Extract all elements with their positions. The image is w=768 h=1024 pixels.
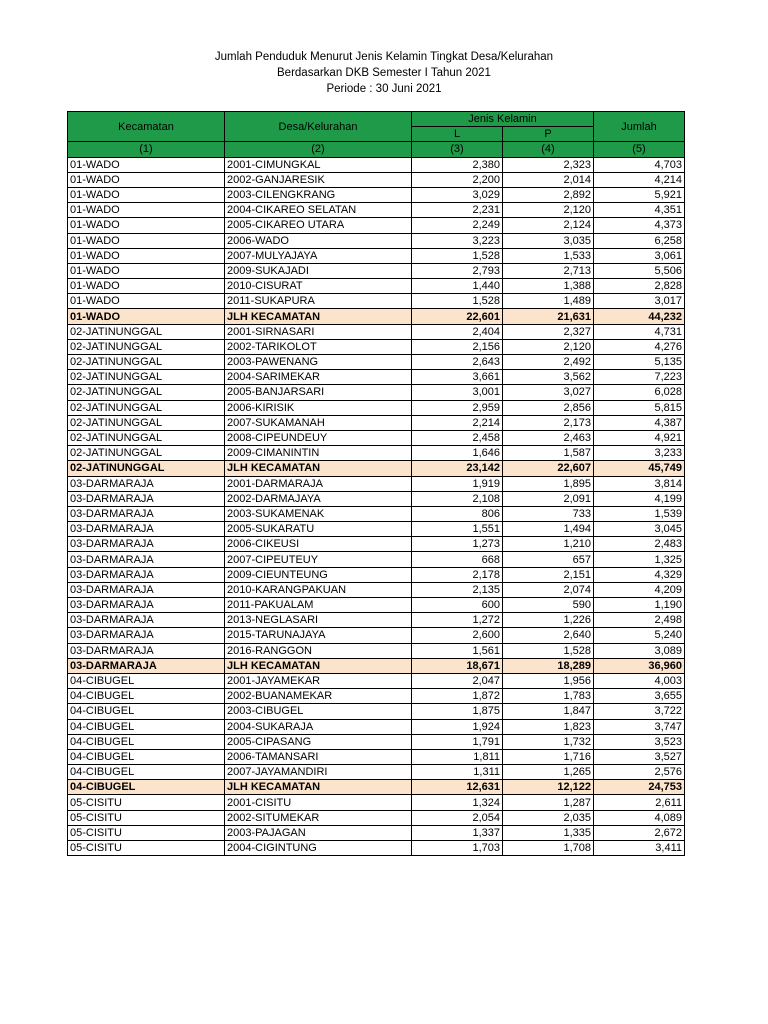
cell-desa-kelurahan: 2004-CIGINTUNG <box>225 841 412 856</box>
cell-laki-laki: 1,919 <box>412 476 503 491</box>
table-row <box>68 491 685 506</box>
cell-desa-kelurahan: 2006-TAMANSARI <box>225 749 412 764</box>
cell-perempuan: 1,732 <box>503 734 594 749</box>
cell-kecamatan: 01-WADO <box>68 218 225 233</box>
cell-jumlah: 24,753 <box>594 780 685 795</box>
cell-kecamatan: 03-DARMARAJA <box>68 506 225 521</box>
cell-laki-laki: 1,703 <box>412 841 503 856</box>
cell-perempuan: 1,388 <box>503 279 594 294</box>
cell-jumlah: 1,539 <box>594 506 685 521</box>
cell-laki-laki: 18,671 <box>412 658 503 673</box>
document-title-block <box>0 49 768 97</box>
subtotal-row <box>68 461 685 476</box>
cell-jumlah: 5,506 <box>594 263 685 278</box>
table-row <box>68 825 685 840</box>
cell-laki-laki: 1,872 <box>412 689 503 704</box>
cell-desa-kelurahan: 2002-BUANAMEKAR <box>225 689 412 704</box>
cell-jumlah: 4,731 <box>594 324 685 339</box>
cell-kecamatan: 01-WADO <box>68 309 225 324</box>
cell-jumlah: 2,611 <box>594 795 685 810</box>
cell-perempuan: 2,074 <box>503 582 594 597</box>
cell-desa-kelurahan: 2004-CIKAREO SELATAN <box>225 203 412 218</box>
subtotal-row <box>68 658 685 673</box>
cell-kecamatan: 03-DARMARAJA <box>68 658 225 673</box>
cell-desa-kelurahan: 2001-SIRNASARI <box>225 324 412 339</box>
cell-kecamatan: 03-DARMARAJA <box>68 628 225 643</box>
cell-laki-laki: 2,404 <box>412 324 503 339</box>
cell-laki-laki: 2,054 <box>412 810 503 825</box>
cell-desa-kelurahan: JLH KECAMATAN <box>225 780 412 795</box>
cell-kecamatan: 02-JATINUNGGAL <box>68 400 225 415</box>
header-jumlah: Jumlah <box>594 112 685 142</box>
cell-desa-kelurahan: 2007-JAYAMANDIRI <box>225 765 412 780</box>
cell-perempuan: 2,014 <box>503 172 594 187</box>
cell-laki-laki: 3,223 <box>412 233 503 248</box>
cell-laki-laki: 668 <box>412 552 503 567</box>
cell-jumlah: 5,815 <box>594 400 685 415</box>
cell-desa-kelurahan: 2008-CIPEUNDEUY <box>225 430 412 445</box>
cell-laki-laki: 1,646 <box>412 446 503 461</box>
cell-kecamatan: 01-WADO <box>68 172 225 187</box>
cell-jumlah: 1,190 <box>594 598 685 613</box>
cell-jumlah: 3,523 <box>594 734 685 749</box>
cell-desa-kelurahan: 2005-SUKARATU <box>225 522 412 537</box>
header-jenis-kelamin: Jenis Kelamin <box>412 112 594 127</box>
cell-desa-kelurahan: 2002-TARIKOLOT <box>225 339 412 354</box>
cell-perempuan: 1,823 <box>503 719 594 734</box>
cell-desa-kelurahan: 2013-NEGLASARI <box>225 613 412 628</box>
cell-jumlah: 4,351 <box>594 203 685 218</box>
cell-jumlah: 2,483 <box>594 537 685 552</box>
cell-kecamatan: 04-CIBUGEL <box>68 673 225 688</box>
cell-laki-laki: 2,959 <box>412 400 503 415</box>
table-row <box>68 704 685 719</box>
cell-desa-kelurahan: 2009-SUKAJADI <box>225 263 412 278</box>
cell-kecamatan: 03-DARMARAJA <box>68 552 225 567</box>
cell-desa-kelurahan: 2004-SARIMEKAR <box>225 370 412 385</box>
cell-laki-laki: 2,108 <box>412 491 503 506</box>
cell-laki-laki: 1,875 <box>412 704 503 719</box>
cell-kecamatan: 02-JATINUNGGAL <box>68 339 225 354</box>
cell-jumlah: 3,814 <box>594 476 685 491</box>
header-l: L <box>412 127 503 142</box>
cell-laki-laki: 2,643 <box>412 355 503 370</box>
cell-kecamatan: 04-CIBUGEL <box>68 704 225 719</box>
cell-kecamatan: 04-CIBUGEL <box>68 689 225 704</box>
cell-desa-kelurahan: 2011-PAKUALAM <box>225 598 412 613</box>
table-row <box>68 370 685 385</box>
cell-jumlah: 4,703 <box>594 157 685 172</box>
cell-kecamatan: 01-WADO <box>68 203 225 218</box>
cell-laki-laki: 1,561 <box>412 643 503 658</box>
cell-jumlah: 6,258 <box>594 233 685 248</box>
cell-desa-kelurahan: 2010-CISURAT <box>225 279 412 294</box>
cell-perempuan: 3,035 <box>503 233 594 248</box>
cell-perempuan: 2,035 <box>503 810 594 825</box>
cell-jumlah: 4,089 <box>594 810 685 825</box>
cell-desa-kelurahan: 2007-MULYAJAYA <box>225 248 412 263</box>
cell-kecamatan: 01-WADO <box>68 263 225 278</box>
cell-laki-laki: 2,047 <box>412 673 503 688</box>
cell-kecamatan: 02-JATINUNGGAL <box>68 355 225 370</box>
cell-perempuan: 1,716 <box>503 749 594 764</box>
cell-kecamatan: 03-DARMARAJA <box>68 598 225 613</box>
cell-desa-kelurahan: 2001-CIMUNGKAL <box>225 157 412 172</box>
cell-kecamatan: 01-WADO <box>68 157 225 172</box>
cell-desa-kelurahan: 2001-DARMARAJA <box>225 476 412 491</box>
cell-kecamatan: 03-DARMARAJA <box>68 567 225 582</box>
table-row <box>68 598 685 613</box>
cell-laki-laki: 1,924 <box>412 719 503 734</box>
cell-desa-kelurahan: 2006-KIRISIK <box>225 400 412 415</box>
header-index-3: (3) <box>412 142 503 157</box>
cell-jumlah: 2,498 <box>594 613 685 628</box>
cell-desa-kelurahan: 2001-JAYAMEKAR <box>225 673 412 688</box>
cell-jumlah: 4,199 <box>594 491 685 506</box>
cell-perempuan: 2,892 <box>503 187 594 202</box>
cell-desa-kelurahan: 2011-SUKAPURA <box>225 294 412 309</box>
cell-laki-laki: 2,249 <box>412 218 503 233</box>
cell-laki-laki: 1,551 <box>412 522 503 537</box>
table-row <box>68 552 685 567</box>
cell-jumlah: 5,135 <box>594 355 685 370</box>
cell-perempuan: 1,587 <box>503 446 594 461</box>
cell-laki-laki: 2,600 <box>412 628 503 643</box>
cell-laki-laki: 1,311 <box>412 765 503 780</box>
table-row <box>68 385 685 400</box>
cell-laki-laki: 2,178 <box>412 567 503 582</box>
cell-perempuan: 1,287 <box>503 795 594 810</box>
cell-kecamatan: 01-WADO <box>68 233 225 248</box>
cell-laki-laki: 1,324 <box>412 795 503 810</box>
cell-perempuan: 657 <box>503 552 594 567</box>
cell-kecamatan: 04-CIBUGEL <box>68 719 225 734</box>
cell-laki-laki: 2,793 <box>412 263 503 278</box>
cell-perempuan: 1,783 <box>503 689 594 704</box>
cell-kecamatan: 05-CISITU <box>68 841 225 856</box>
cell-desa-kelurahan: JLH KECAMATAN <box>225 658 412 673</box>
table-row <box>68 689 685 704</box>
cell-laki-laki: 1,337 <box>412 825 503 840</box>
table-row <box>68 765 685 780</box>
cell-desa-kelurahan: 2003-PAWENANG <box>225 355 412 370</box>
cell-jumlah: 4,003 <box>594 673 685 688</box>
cell-desa-kelurahan: JLH KECAMATAN <box>225 309 412 324</box>
cell-desa-kelurahan: 2009-CIMANINTIN <box>225 446 412 461</box>
header-desa-kelurahan: Desa/Kelurahan <box>225 112 412 142</box>
cell-perempuan: 2,463 <box>503 430 594 445</box>
cell-kecamatan: 05-CISITU <box>68 810 225 825</box>
cell-kecamatan: 02-JATINUNGGAL <box>68 324 225 339</box>
cell-jumlah: 2,576 <box>594 765 685 780</box>
cell-jumlah: 4,373 <box>594 218 685 233</box>
cell-kecamatan: 03-DARMARAJA <box>68 491 225 506</box>
cell-perempuan: 1,265 <box>503 765 594 780</box>
cell-jumlah: 3,747 <box>594 719 685 734</box>
cell-perempuan: 1,494 <box>503 522 594 537</box>
cell-jumlah: 2,828 <box>594 279 685 294</box>
cell-desa-kelurahan: 2003-PAJAGAN <box>225 825 412 840</box>
cell-laki-laki: 2,458 <box>412 430 503 445</box>
table-row <box>68 749 685 764</box>
table-row <box>68 628 685 643</box>
cell-jumlah: 7,223 <box>594 370 685 385</box>
cell-laki-laki: 3,001 <box>412 385 503 400</box>
table-row <box>68 810 685 825</box>
cell-jumlah: 6,028 <box>594 385 685 400</box>
cell-jumlah: 3,017 <box>594 294 685 309</box>
table-row <box>68 795 685 810</box>
table-row <box>68 537 685 552</box>
cell-kecamatan: 02-JATINUNGGAL <box>68 430 225 445</box>
cell-perempuan: 22,607 <box>503 461 594 476</box>
cell-laki-laki: 22,601 <box>412 309 503 324</box>
cell-perempuan: 1,895 <box>503 476 594 491</box>
cell-desa-kelurahan: 2015-TARUNAJAYA <box>225 628 412 643</box>
cell-desa-kelurahan: 2005-BANJARSARI <box>225 385 412 400</box>
header-kecamatan: Kecamatan <box>68 112 225 142</box>
cell-kecamatan: 03-DARMARAJA <box>68 476 225 491</box>
cell-desa-kelurahan: 2003-CIBUGEL <box>225 704 412 719</box>
cell-perempuan: 2,120 <box>503 203 594 218</box>
header-index-2: (2) <box>225 142 412 157</box>
cell-desa-kelurahan: 2002-GANJARESIK <box>225 172 412 187</box>
cell-jumlah: 1,325 <box>594 552 685 567</box>
table-row <box>68 339 685 354</box>
cell-desa-kelurahan: 2005-CIPASANG <box>225 734 412 749</box>
cell-jumlah: 3,655 <box>594 689 685 704</box>
cell-desa-kelurahan: 2010-KARANGPAKUAN <box>225 582 412 597</box>
cell-laki-laki: 23,142 <box>412 461 503 476</box>
cell-kecamatan: 01-WADO <box>68 294 225 309</box>
cell-laki-laki: 2,231 <box>412 203 503 218</box>
header-p: P <box>503 127 594 142</box>
cell-kecamatan: 05-CISITU <box>68 795 225 810</box>
cell-kecamatan: 04-CIBUGEL <box>68 765 225 780</box>
table-row <box>68 218 685 233</box>
cell-jumlah: 4,329 <box>594 567 685 582</box>
cell-perempuan: 2,091 <box>503 491 594 506</box>
cell-kecamatan: 02-JATINUNGGAL <box>68 461 225 476</box>
cell-perempuan: 1,708 <box>503 841 594 856</box>
table-row <box>68 522 685 537</box>
cell-perempuan: 2,323 <box>503 157 594 172</box>
cell-desa-kelurahan: 2007-CIPEUTEUY <box>225 552 412 567</box>
cell-laki-laki: 12,631 <box>412 780 503 795</box>
cell-perempuan: 1,956 <box>503 673 594 688</box>
cell-laki-laki: 2,380 <box>412 157 503 172</box>
cell-perempuan: 1,533 <box>503 248 594 263</box>
cell-desa-kelurahan: 2006-WADO <box>225 233 412 248</box>
population-table <box>67 111 685 856</box>
table-row <box>68 582 685 597</box>
table-row <box>68 233 685 248</box>
cell-laki-laki: 3,029 <box>412 187 503 202</box>
cell-perempuan: 1,489 <box>503 294 594 309</box>
cell-kecamatan: 02-JATINUNGGAL <box>68 446 225 461</box>
table-row <box>68 248 685 263</box>
cell-jumlah: 4,214 <box>594 172 685 187</box>
cell-jumlah: 4,387 <box>594 415 685 430</box>
header-index-5: (5) <box>594 142 685 157</box>
cell-perempuan: 1,335 <box>503 825 594 840</box>
cell-kecamatan: 03-DARMARAJA <box>68 643 225 658</box>
cell-perempuan: 21,631 <box>503 309 594 324</box>
table-row <box>68 643 685 658</box>
cell-desa-kelurahan: 2003-SUKAMENAK <box>225 506 412 521</box>
cell-perempuan: 2,640 <box>503 628 594 643</box>
table-header <box>68 112 685 158</box>
cell-desa-kelurahan: 2004-SUKARAJA <box>225 719 412 734</box>
subtotal-row <box>68 309 685 324</box>
cell-laki-laki: 2,214 <box>412 415 503 430</box>
cell-jumlah: 3,061 <box>594 248 685 263</box>
table-row <box>68 263 685 278</box>
cell-perempuan: 2,120 <box>503 339 594 354</box>
cell-perempuan: 2,856 <box>503 400 594 415</box>
cell-perempuan: 2,151 <box>503 567 594 582</box>
cell-desa-kelurahan: 2009-CIEUNTEUNG <box>225 567 412 582</box>
cell-perempuan: 2,713 <box>503 263 594 278</box>
cell-perempuan: 1,847 <box>503 704 594 719</box>
cell-jumlah: 44,232 <box>594 309 685 324</box>
table-row <box>68 506 685 521</box>
cell-laki-laki: 1,440 <box>412 279 503 294</box>
cell-kecamatan: 01-WADO <box>68 248 225 263</box>
cell-laki-laki: 1,528 <box>412 294 503 309</box>
cell-jumlah: 3,045 <box>594 522 685 537</box>
cell-laki-laki: 1,791 <box>412 734 503 749</box>
title-line-2: Berdasarkan DKB Semester I Tahun 2021 <box>277 67 491 79</box>
table-row <box>68 172 685 187</box>
cell-desa-kelurahan: 2002-DARMAJAYA <box>225 491 412 506</box>
cell-laki-laki: 1,273 <box>412 537 503 552</box>
table-body <box>68 157 685 856</box>
table-row <box>68 279 685 294</box>
cell-kecamatan: 02-JATINUNGGAL <box>68 370 225 385</box>
cell-laki-laki: 2,200 <box>412 172 503 187</box>
cell-kecamatan: 02-JATINUNGGAL <box>68 415 225 430</box>
table-row <box>68 187 685 202</box>
cell-kecamatan: 04-CIBUGEL <box>68 780 225 795</box>
cell-jumlah: 5,921 <box>594 187 685 202</box>
cell-jumlah: 3,527 <box>594 749 685 764</box>
cell-kecamatan: 03-DARMARAJA <box>68 613 225 628</box>
cell-jumlah: 5,240 <box>594 628 685 643</box>
title-line-1: Jumlah Penduduk Menurut Jenis Kelamin Tingkat Desa/Kelurahan <box>214 51 554 63</box>
table-row <box>68 673 685 688</box>
cell-perempuan: 590 <box>503 598 594 613</box>
header-index-4: (4) <box>503 142 594 157</box>
cell-perempuan: 1,210 <box>503 537 594 552</box>
cell-kecamatan: 02-JATINUNGGAL <box>68 385 225 400</box>
cell-kecamatan: 03-DARMARAJA <box>68 582 225 597</box>
cell-jumlah: 3,233 <box>594 446 685 461</box>
cell-kecamatan: 03-DARMARAJA <box>68 537 225 552</box>
cell-laki-laki: 2,135 <box>412 582 503 597</box>
table-row <box>68 613 685 628</box>
cell-kecamatan: 03-DARMARAJA <box>68 522 225 537</box>
table-row <box>68 567 685 582</box>
cell-jumlah: 36,960 <box>594 658 685 673</box>
cell-perempuan: 2,124 <box>503 218 594 233</box>
cell-laki-laki: 1,272 <box>412 613 503 628</box>
cell-laki-laki: 3,661 <box>412 370 503 385</box>
cell-jumlah: 2,672 <box>594 825 685 840</box>
cell-laki-laki: 2,156 <box>412 339 503 354</box>
cell-desa-kelurahan: JLH KECAMATAN <box>225 461 412 476</box>
cell-desa-kelurahan: 2003-CILENGKRANG <box>225 187 412 202</box>
cell-kecamatan: 04-CIBUGEL <box>68 749 225 764</box>
cell-perempuan: 3,562 <box>503 370 594 385</box>
table-row <box>68 476 685 491</box>
cell-jumlah: 4,276 <box>594 339 685 354</box>
cell-kecamatan: 05-CISITU <box>68 825 225 840</box>
cell-perempuan: 12,122 <box>503 780 594 795</box>
cell-jumlah: 3,722 <box>594 704 685 719</box>
cell-jumlah: 4,921 <box>594 430 685 445</box>
table-row <box>68 734 685 749</box>
table-row <box>68 841 685 856</box>
table-row <box>68 203 685 218</box>
table-row <box>68 719 685 734</box>
cell-desa-kelurahan: 2006-CIKEUSI <box>225 537 412 552</box>
cell-kecamatan: 04-CIBUGEL <box>68 734 225 749</box>
table-row <box>68 157 685 172</box>
cell-laki-laki: 1,528 <box>412 248 503 263</box>
cell-laki-laki: 1,811 <box>412 749 503 764</box>
cell-desa-kelurahan: 2007-SUKAMANAH <box>225 415 412 430</box>
table-row <box>68 446 685 461</box>
cell-perempuan: 1,226 <box>503 613 594 628</box>
cell-laki-laki: 806 <box>412 506 503 521</box>
cell-jumlah: 3,089 <box>594 643 685 658</box>
cell-perempuan: 733 <box>503 506 594 521</box>
cell-perempuan: 3,027 <box>503 385 594 400</box>
cell-perempuan: 2,492 <box>503 355 594 370</box>
cell-laki-laki: 600 <box>412 598 503 613</box>
table-row <box>68 400 685 415</box>
table-row <box>68 415 685 430</box>
table-row <box>68 430 685 445</box>
table-row <box>68 355 685 370</box>
cell-desa-kelurahan: 2001-CISITU <box>225 795 412 810</box>
cell-kecamatan: 01-WADO <box>68 279 225 294</box>
cell-desa-kelurahan: 2016-RANGGON <box>225 643 412 658</box>
cell-perempuan: 18,289 <box>503 658 594 673</box>
table-row <box>68 324 685 339</box>
cell-jumlah: 3,411 <box>594 841 685 856</box>
cell-perempuan: 2,327 <box>503 324 594 339</box>
cell-perempuan: 2,173 <box>503 415 594 430</box>
header-index-1: (1) <box>68 142 225 157</box>
subtotal-row <box>68 780 685 795</box>
table-row <box>68 294 685 309</box>
cell-perempuan: 1,528 <box>503 643 594 658</box>
title-line-3: Periode : 30 Juni 2021 <box>326 83 442 95</box>
cell-jumlah: 4,209 <box>594 582 685 597</box>
cell-kecamatan: 01-WADO <box>68 187 225 202</box>
cell-desa-kelurahan: 2005-CIKAREO UTARA <box>225 218 412 233</box>
cell-desa-kelurahan: 2002-SITUMEKAR <box>225 810 412 825</box>
cell-jumlah: 45,749 <box>594 461 685 476</box>
